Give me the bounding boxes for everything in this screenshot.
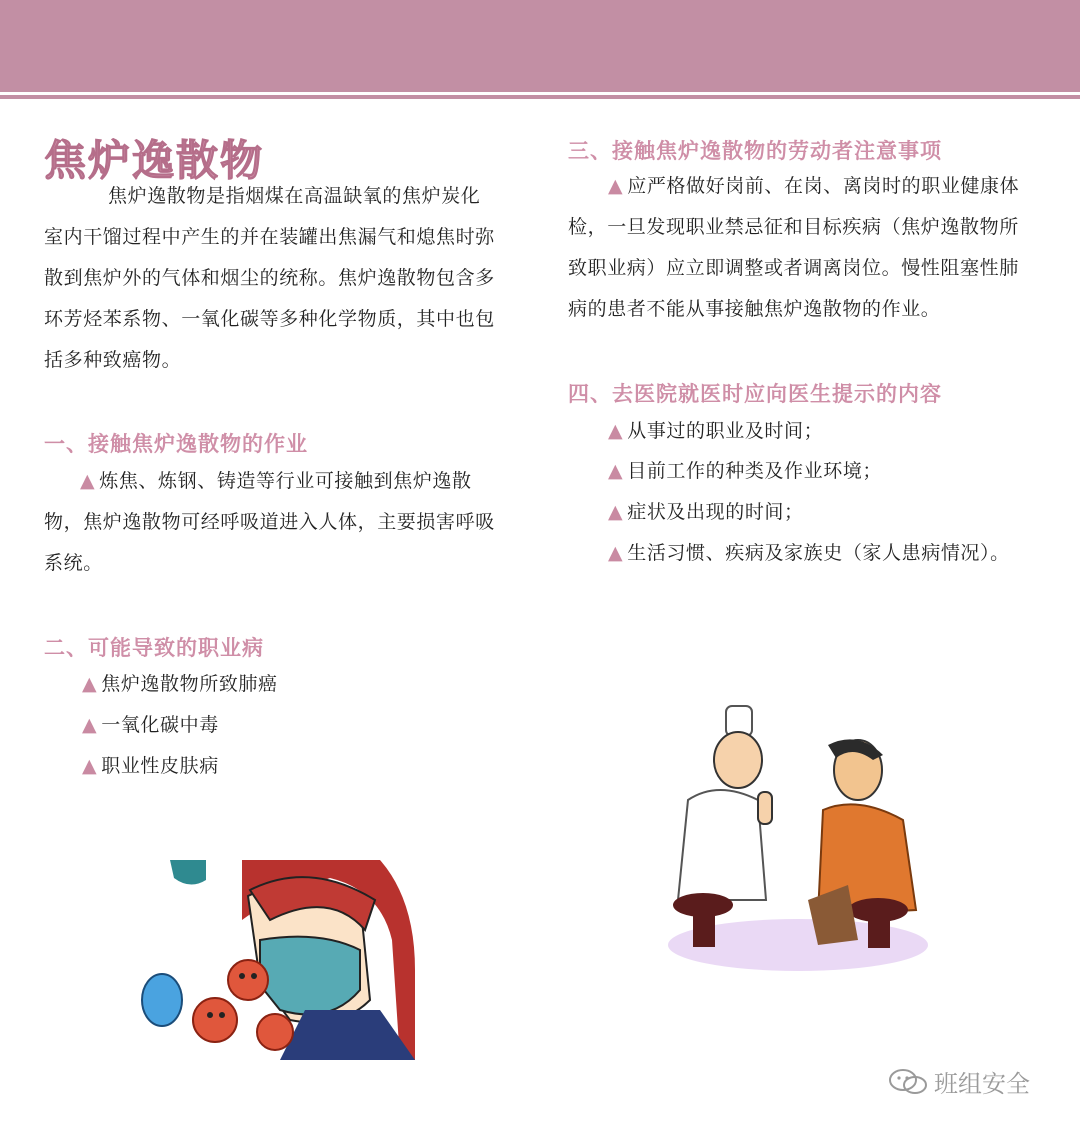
triangle-bullet-icon: ▲ [82,673,98,695]
section1-line: 物，焦炉逸散物可经呼吸道进入人体，主要损害呼吸 [44,511,495,533]
triangle-bullet-icon: ▲ [608,420,624,442]
section4-heading: 四、去医院就医时应向医生提示的内容 [568,382,942,406]
intro-line: 散到焦炉外的气体和烟尘的统称。焦炉逸散物包含多 [44,267,495,289]
triangle-bullet-icon: ▲ [82,714,98,736]
red-germ [228,960,268,1000]
doctor-patient-illustration [648,700,938,980]
intro-paragraph [44,176,524,381]
intro-line: 括多种致癌物。 [44,349,182,371]
wechat-icon [888,1067,928,1097]
section3-paragraph [568,166,1042,330]
triangle-bullet-icon: ▲ [608,460,624,482]
list-item: ▲ 职业性皮肤病 [82,755,219,777]
intro-line: 环芳烃苯系物、一氧化碳等多种化学物质，其中也包 [44,308,495,330]
section3-heading: 三、接触焦炉逸散物的劳动者注意事项 [568,139,942,163]
list-item: ▲ 从事过的职业及时间； [608,420,824,442]
blue-germ [142,974,182,1026]
intro-line: 焦炉逸散物是指烟煤在高温缺氧的焦炉炭化 [108,185,481,207]
triangle-bullet-icon: ▲ [608,542,624,564]
section3-line: 病的患者不能从事接触焦炉逸散物的作业。 [568,298,941,320]
header-divider [0,95,1080,99]
section3-line: 检，一旦发现职业禁忌征和目标疾病（焦炉逸散物所 [568,216,1019,238]
triangle-bullet-icon: ▲ [80,470,96,492]
watermark-text: 班组安全 [934,1070,1030,1098]
intro-line: 室内干馏过程中产生的并在装罐出焦漏气和熄焦时弥 [44,226,495,248]
list-item: ▲ 一氧化碳中毒 [82,714,219,736]
mask-woman-illustration [130,860,420,1060]
triangle-bullet-icon: ▲ [608,501,624,523]
red-germ [193,998,237,1042]
watermark [888,1064,1030,1099]
list-item: ▲ 症状及出现的时间； [608,501,804,523]
mask-shape [260,937,360,1015]
triangle-bullet-icon: ▲ [608,175,624,197]
section1-paragraph [44,461,524,584]
section2-heading: 二、可能导致的职业病 [44,636,264,660]
section3-line: 致职业病）应立即调整或者调离岗位。慢性阻塞性肺 [568,257,1019,279]
section1-line: 系统。 [44,552,103,574]
list-item: ▲ 生活习惯、疾病及家族史（家人患病情况）。 [608,542,1010,564]
raised-finger [758,792,772,824]
triangle-bullet-icon: ▲ [82,755,98,777]
red-germ [257,1014,293,1050]
doctor-head [714,732,762,788]
list-item: ▲ 焦炉逸散物所致肺癌 [82,673,278,695]
section1-line: ▲ 炼焦、炼钢、铸造等行业可接触到焦炉逸散 [80,470,472,492]
doctor-coat [678,790,766,900]
page-title: 焦炉逸散物 [44,136,265,185]
section1-heading: 一、接触焦炉逸散物的作业 [44,432,308,456]
header-band [0,0,1080,92]
list-item: ▲ 目前工作的种类及作业环境； [608,460,883,482]
section3-line: ▲ 应严格做好岗前、在岗、离岗时的职业健康体 [608,175,1020,197]
